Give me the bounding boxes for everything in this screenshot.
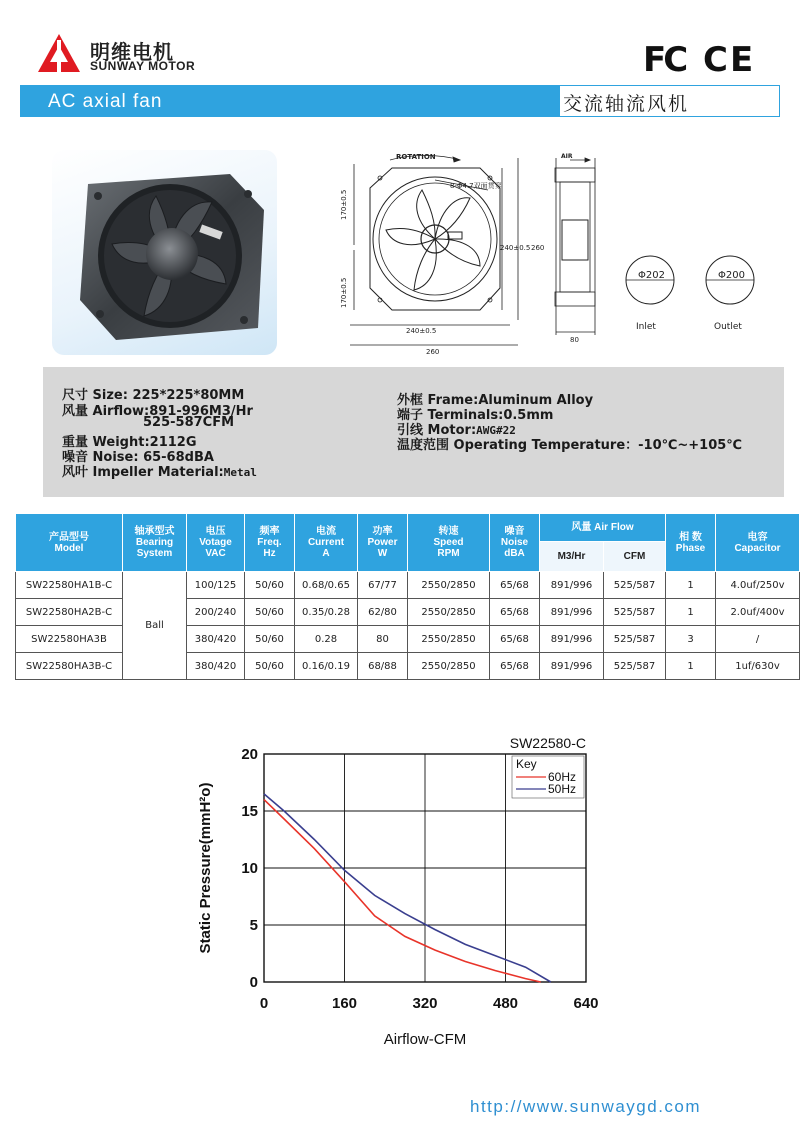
spec-impeller <box>62 461 257 480</box>
product-title-en: AC axial fan <box>48 91 163 112</box>
outlet-label: Outlet <box>714 322 742 332</box>
spec-impeller-value: Metal <box>223 466 257 479</box>
cell-noise: 65/68 <box>490 653 540 680</box>
y-tick-label: 10 <box>241 860 258 877</box>
cell-noise: 65/68 <box>490 626 540 653</box>
inlet-diameter: Φ202 <box>638 270 665 281</box>
cell-model: SW22580HA1B-C <box>16 572 123 599</box>
hole-note: 8-Φ4.7双面贯穿 <box>450 182 502 190</box>
y-axis-label: Static Pressure(mmH²o) <box>197 782 214 954</box>
cell-speed: 2550/2850 <box>408 626 490 653</box>
spec-temperature: 温度范围 Operating Temperature：-10℃~+105℃ <box>397 438 743 453</box>
spec-airflow-cfm: 525-587CFM <box>143 415 235 430</box>
cell-current: 0.28 <box>295 626 358 653</box>
col-model: 产品型号 Model <box>16 514 123 572</box>
y-tick-label: 0 <box>249 974 258 991</box>
cell-bearing: Ball <box>123 572 187 680</box>
cell-m3hr: 891/996 <box>540 599 604 626</box>
spec-weight: 重量 Weight:2112G <box>62 435 197 450</box>
spec-motor-value: AWG#22 <box>476 424 516 437</box>
dim-170-bottom: 170±0.5 <box>340 277 348 308</box>
cell-cfm: 525/587 <box>604 572 666 599</box>
triangle-logo-icon <box>38 34 80 72</box>
x-tick-label: 480 <box>492 995 519 1012</box>
col-frequency: 频率 Freq. Hz <box>245 514 295 572</box>
cell-capacitor: 4.0uf/250v <box>716 572 800 599</box>
x-tick-label: 320 <box>412 995 438 1012</box>
cell-m3hr: 891/996 <box>540 572 604 599</box>
cell-noise: 65/68 <box>490 572 540 599</box>
spec-frame: 外框 Frame:Aluminum Alloy <box>397 393 594 408</box>
cell-noise: 65/68 <box>490 599 540 626</box>
x-tick-label: 640 <box>573 995 599 1012</box>
spec-impeller-label: 风叶 Impeller Material: <box>62 465 224 480</box>
spec-table <box>15 513 800 680</box>
cell-phase: 3 <box>666 626 716 653</box>
col-power: 功率 Power W <box>358 514 408 572</box>
cell-voltage: 100/125 <box>187 572 245 599</box>
brand-name-cn: 明维电机 <box>90 40 174 64</box>
product-title-cn: 交流轴流风机 <box>563 93 690 115</box>
cell-frequency: 50/60 <box>245 626 295 653</box>
fcc-mark-icon: FC <box>643 40 686 80</box>
cell-m3hr: 891/996 <box>540 626 604 653</box>
col-cfm: CFM <box>604 542 666 572</box>
col-noise: 噪音 Noise dBA <box>490 514 540 572</box>
cell-model: SW22580HA3B <box>16 626 123 653</box>
cell-frequency: 50/60 <box>245 653 295 680</box>
x-tick-label: 160 <box>331 995 358 1012</box>
cell-model: SW22580HA2B-C <box>16 599 123 626</box>
y-tick-label: 5 <box>249 917 258 934</box>
ce-mark-icon: CE <box>703 40 756 80</box>
cell-current: 0.68/0.65 <box>295 572 358 599</box>
col-voltage: 电压 Votage VAC <box>187 514 245 572</box>
cell-power: 80 <box>358 626 408 653</box>
cell-cfm: 525/587 <box>604 599 666 626</box>
y-tick-label: 20 <box>241 746 258 763</box>
spec-noise: 噪音 Noise: 65-68dBA <box>62 450 214 465</box>
brand-name-en: SUNWAY MOTOR <box>90 59 196 73</box>
legend-title: Key <box>516 757 537 771</box>
air-label: AIR <box>561 153 573 160</box>
cell-power: 62/80 <box>358 599 408 626</box>
cell-voltage: 380/420 <box>187 626 245 653</box>
fan-image <box>52 150 277 355</box>
spec-terminals: 端子 Terminals:0.5mm <box>397 408 554 423</box>
spec-size: 尺寸 Size: 225*225*80MM <box>62 388 245 403</box>
cell-m3hr: 891/996 <box>540 653 604 680</box>
side-view <box>555 158 595 335</box>
legend-label-50Hz: 50Hz <box>548 782 577 796</box>
rotation-label: ROTATION <box>396 153 436 161</box>
cell-capacitor: 1uf/630v <box>716 653 800 680</box>
col-speed: 转速 Speed RPM <box>408 514 490 572</box>
cell-power: 67/77 <box>358 572 408 599</box>
cell-cfm: 525/587 <box>604 653 666 680</box>
cell-phase: 1 <box>666 572 716 599</box>
col-capacitor: 电容 Capacitor <box>716 514 800 572</box>
col-phase: 相 数 Phase <box>666 514 716 572</box>
fan-photo <box>52 150 277 355</box>
col-airflow: 风量 Air Flow <box>540 514 666 542</box>
cell-frequency: 50/60 <box>245 599 295 626</box>
dimension-drawing <box>340 150 760 360</box>
dim-80: 80 <box>570 336 579 344</box>
cell-voltage: 200/240 <box>187 599 245 626</box>
dim-170-top: 170±0.5 <box>340 189 348 220</box>
table-row <box>16 572 800 599</box>
cell-model: SW22580HA3B-C <box>16 653 123 680</box>
y-tick-label: 15 <box>241 803 258 820</box>
cell-phase: 1 <box>666 599 716 626</box>
spec-motor-label: 引线 Motor: <box>397 423 477 438</box>
cell-capacitor: 2.0uf/400v <box>716 599 800 626</box>
dim-240-horizontal: 240±0.5 <box>406 327 437 335</box>
cell-speed: 2550/2850 <box>408 599 490 626</box>
dim-260-horizontal: 260 <box>426 348 440 356</box>
cell-capacitor: / <box>716 626 800 653</box>
spec-airflow: 风量 Airflow:891-996M3/Hr <box>62 404 253 419</box>
chart-title: SW22580-C <box>509 735 586 751</box>
cell-cfm: 525/587 <box>604 626 666 653</box>
website-url: http://www.sunwaygd.com <box>470 1097 702 1116</box>
cell-phase: 1 <box>666 653 716 680</box>
inlet-label: Inlet <box>636 322 656 332</box>
cell-speed: 2550/2850 <box>408 653 490 680</box>
x-axis-label: Airflow-CFM <box>383 1031 467 1048</box>
cell-current: 0.35/0.28 <box>295 599 358 626</box>
cell-power: 68/88 <box>358 653 408 680</box>
x-tick-label: 0 <box>259 995 269 1012</box>
col-bearing: 轴承型式 Bearing System <box>123 514 187 572</box>
cell-speed: 2550/2850 <box>408 572 490 599</box>
dim-240-vertical: 240±0.5 <box>500 244 531 252</box>
outlet-diameter: Φ200 <box>718 270 745 281</box>
pressure-airflow-chart <box>190 732 620 1052</box>
cell-current: 0.16/0.19 <box>295 653 358 680</box>
legend-label-60Hz: 60Hz <box>548 770 577 784</box>
col-current: 电流 Current A <box>295 514 358 572</box>
cell-frequency: 50/60 <box>245 572 295 599</box>
col-m3hr: M3/Hr <box>540 542 604 572</box>
dim-260-vertical: 260 <box>531 244 545 252</box>
cell-voltage: 380/420 <box>187 653 245 680</box>
